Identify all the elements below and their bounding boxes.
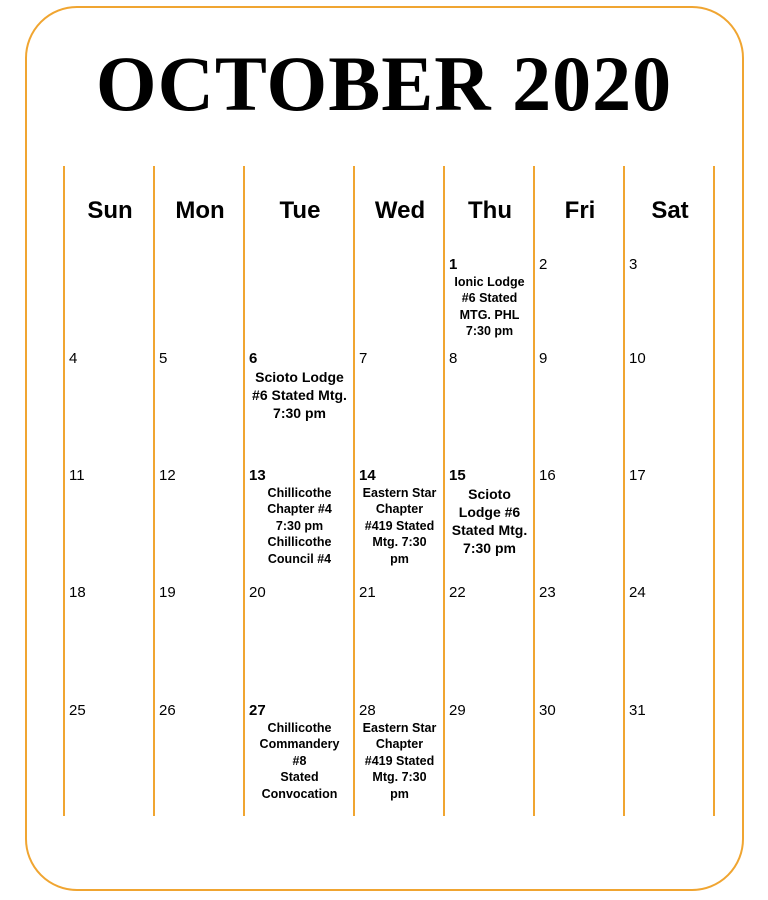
event-line: Chillicothe <box>267 721 332 735</box>
event-line: Lodge #6 <box>458 504 521 520</box>
event-line: 7:30 pm <box>463 540 516 556</box>
event-line: #419 Stated <box>364 753 435 768</box>
day-number: 2 <box>539 256 548 273</box>
day-number: 23 <box>539 584 556 601</box>
day-number: 12 <box>159 467 176 484</box>
day-header-wed: Wed <box>374 197 426 224</box>
event-line: Mtg. 7:30 <box>372 770 427 785</box>
event-line: 7:30 pm <box>275 518 324 533</box>
day-cell[interactable] <box>155 467 244 584</box>
day-cell[interactable] <box>245 702 354 816</box>
day-number: 31 <box>629 702 646 719</box>
event-line: 7:30 pm <box>273 405 326 421</box>
day-number: 4 <box>69 350 78 367</box>
event-line: Commandery <box>259 737 340 752</box>
event-line: Council #4 <box>267 551 332 566</box>
day-cell[interactable] <box>155 350 244 467</box>
day-number: 20 <box>249 584 266 601</box>
day-cell[interactable] <box>535 584 624 702</box>
day-number: 14 <box>359 467 376 484</box>
event-line: Eastern Star <box>362 721 437 735</box>
day-cell[interactable] <box>65 256 154 350</box>
day-number: 3 <box>629 256 638 273</box>
event-line: #419 Stated <box>364 518 435 533</box>
day-number: 18 <box>69 584 86 601</box>
day-number: 11 <box>69 467 85 484</box>
day-cell[interactable] <box>355 702 444 816</box>
calendar-title: OCTOBER 2020 <box>95 40 673 127</box>
day-cell[interactable] <box>245 584 354 702</box>
day-header-sun: Sun <box>87 197 133 224</box>
day-number: 15 <box>449 467 466 484</box>
day-number: 21 <box>359 584 376 601</box>
day-cell[interactable] <box>355 584 444 702</box>
event-line: Chapter <box>375 502 424 517</box>
day-header-mon: Mon <box>175 197 225 224</box>
event-line: Eastern Star <box>362 486 437 500</box>
day-number: 5 <box>159 350 168 367</box>
day-cell[interactable] <box>625 467 714 584</box>
day-cell[interactable] <box>155 702 244 816</box>
day-cell[interactable] <box>535 702 624 816</box>
day-cell[interactable] <box>625 256 714 350</box>
day-cell[interactable] <box>535 467 624 584</box>
day-number: 10 <box>629 350 646 367</box>
day-cell[interactable] <box>245 467 354 584</box>
day-cell[interactable] <box>625 584 714 702</box>
event-line: Scioto Lodge <box>255 369 344 385</box>
day-number: 6 <box>249 350 258 367</box>
event-line: #8 <box>292 753 307 768</box>
day-cell[interactable] <box>355 350 444 467</box>
event-line: Scioto <box>468 486 511 502</box>
event-line: 7:30 pm <box>465 324 514 339</box>
day-number: 26 <box>159 702 176 719</box>
day-header-tue: Tue <box>279 197 321 224</box>
day-number: 16 <box>539 467 556 484</box>
event-line: pm <box>390 786 409 801</box>
day-header-fri: Fri <box>564 197 596 224</box>
day-cell[interactable] <box>245 256 354 350</box>
day-number: 27 <box>249 702 266 719</box>
day-number: 25 <box>69 702 86 719</box>
day-number: 30 <box>539 702 556 719</box>
event-line: MTG. PHL <box>459 307 520 322</box>
day-cell[interactable] <box>65 350 154 467</box>
day-cell[interactable] <box>65 702 154 816</box>
day-cell[interactable] <box>445 256 534 350</box>
day-number: 24 <box>629 584 646 601</box>
day-cell[interactable] <box>535 350 624 467</box>
day-number: 8 <box>449 350 458 367</box>
day-cell[interactable] <box>355 467 444 584</box>
event-line: #6 Stated <box>461 291 518 306</box>
day-cell[interactable] <box>445 584 534 702</box>
day-header-sat: Sat <box>651 197 689 224</box>
day-number: 1 <box>449 256 458 273</box>
day-cell[interactable] <box>445 350 534 467</box>
day-number: 29 <box>449 702 466 719</box>
event-line: #6 Stated Mtg. <box>252 387 347 403</box>
event-line: Chillicothe <box>267 535 332 550</box>
event-line: pm <box>390 551 409 566</box>
event-line: Mtg. 7:30 <box>372 535 427 550</box>
day-header-thu: Thu <box>468 197 512 224</box>
day-number: 17 <box>629 467 646 484</box>
day-cell[interactable] <box>625 350 714 467</box>
day-cell[interactable] <box>65 584 154 702</box>
event-line: Convocation <box>261 786 338 801</box>
event-line: Chillicothe <box>267 486 332 500</box>
event-line: Stated Mtg. <box>451 522 528 538</box>
day-cell[interactable] <box>625 702 714 816</box>
day-cell[interactable] <box>535 256 624 350</box>
day-cell[interactable] <box>245 350 354 467</box>
day-cell[interactable] <box>355 256 444 350</box>
day-number: 22 <box>449 584 466 601</box>
day-cell[interactable] <box>155 584 244 702</box>
day-cell[interactable] <box>445 467 534 584</box>
day-cell[interactable] <box>155 256 244 350</box>
day-cell[interactable] <box>65 467 154 584</box>
day-number: 19 <box>159 584 176 601</box>
day-number: 7 <box>359 350 368 367</box>
day-cell[interactable] <box>445 702 534 816</box>
day-number: 13 <box>249 467 266 484</box>
day-number: 9 <box>539 350 548 367</box>
event-line: Chapter <box>375 737 424 752</box>
day-number: 28 <box>359 702 376 719</box>
event-line: Ionic Lodge <box>454 275 525 289</box>
event-line: Stated <box>280 770 319 785</box>
event-line: Chapter #4 <box>267 502 332 517</box>
